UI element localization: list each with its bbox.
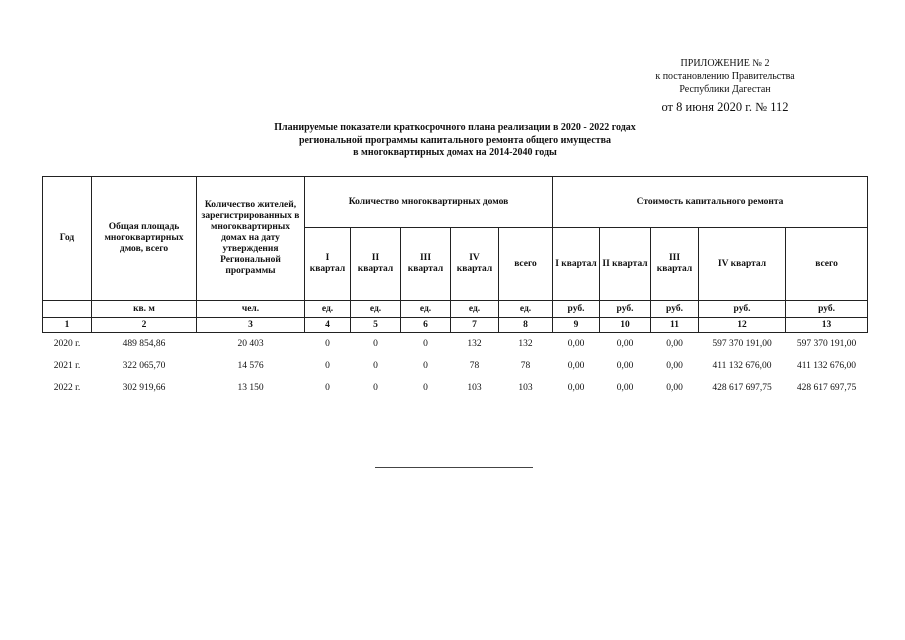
appendix-date: от 8 июня 2020 г. № 112 [661,100,789,114]
cell-cost-q3: 0,00 [666,383,683,393]
indicators-table [42,176,868,399]
table-row [43,355,868,377]
table-row [43,333,868,356]
header-cost-q4: IV квартал [699,228,786,301]
column-number: 2 [92,318,197,333]
cell-cost-q1: 0,00 [567,339,585,349]
cell-residents: 13 150 [237,383,264,393]
units-cell: руб. [786,301,868,318]
column-number: 10 [600,318,651,333]
cell-houses-q2: 0 [373,339,378,349]
cell-houses-q3: 0 [423,383,428,393]
cell-cost-q2: 0,00 [616,339,634,349]
cell-year: 2021 г. [53,361,81,371]
column-number: 5 [351,318,401,333]
header-houses-q4: IV квартал [451,228,499,301]
column-number: 8 [499,318,553,333]
header-houses-q1: I квартал [305,228,351,301]
units-cell: ед. [351,301,401,318]
cell-houses-q2: 0 [373,361,378,371]
cell-residents: 20 403 [237,339,264,349]
cell-houses-total: 103 [518,383,533,393]
units-cell [43,301,92,318]
column-number: 3 [197,318,305,333]
column-number: 9 [553,318,600,333]
cell-residents: 14 576 [237,361,264,371]
cell-houses-q1: 0 [325,361,330,371]
column-number: 4 [305,318,351,333]
units-cell: кв. м [92,301,197,318]
cell-houses-q3: 0 [423,361,428,371]
units-cell: руб. [553,301,600,318]
cell-cost-q4: 411 132 676,00 [712,361,772,371]
cell-cost-total: 428 617 697,75 [796,383,857,393]
header-houses-group: Количество многоквартирных домов [305,177,553,228]
closing-divider [375,467,533,468]
header-cost-q1: I квартал [553,228,600,301]
cell-cost-q1: 0,00 [567,383,585,393]
cell-houses-q1: 0 [325,383,330,393]
column-number: 13 [786,318,868,333]
column-number: 11 [651,318,699,333]
units-cell: ед. [401,301,451,318]
cell-houses-q4: 78 [469,361,480,371]
units-cell: ед. [305,301,351,318]
cell-cost-q3: 0,00 [666,361,683,371]
header-area: Общая площадь многоквартирных дмов, всего [92,177,197,301]
cell-houses-total: 132 [518,339,533,349]
cell-cost-q4: 428 617 697,75 [712,383,772,393]
cell-houses-total: 78 [520,361,531,371]
title-line-2: региональной программы капитального ремонта общего имущества [299,134,611,146]
appendix-line-2: к постановлению Правительства [655,71,795,82]
column-number: 6 [401,318,451,333]
document-title [225,122,685,160]
title-line-1: Планируемые показатели краткосрочного плана реализации в 2020 - 2022 годах [274,122,636,133]
cell-cost-total: 597 370 191,00 [796,339,857,349]
header-year: Год [43,177,92,301]
column-number: 1 [43,318,92,333]
appendix-block [600,57,850,114]
cell-cost-q3: 0,00 [666,339,683,349]
column-number: 12 [699,318,786,333]
column-numbers-row [43,318,868,333]
title-line-3: в многоквартирных домах на 2014-2040 годы [353,147,557,158]
header-cost-q3: III квартал [651,228,699,301]
cell-cost-q4: 597 370 191,00 [712,339,772,349]
table-row [43,377,868,399]
units-cell: чел. [197,301,305,318]
cell-cost-q2: 0,00 [616,383,634,393]
header-cost-total: всего [786,228,868,301]
cell-cost-q1: 0,00 [567,361,585,371]
units-cell: руб. [699,301,786,318]
units-cell: руб. [651,301,699,318]
cell-area: 322 065,70 [122,361,166,371]
cell-houses-q1: 0 [325,339,330,349]
units-cell: ед. [499,301,553,318]
cell-houses-q4: 132 [467,339,482,349]
header-cost-group: Стоимость капитального ремонта [553,177,868,228]
units-cell: руб. [600,301,651,318]
cell-year: 2022 г. [53,383,81,393]
cell-houses-q3: 0 [423,339,428,349]
cell-cost-total: 411 132 676,00 [797,361,857,371]
cell-year: 2020 г. [53,339,81,349]
header-houses-total: всего [499,228,553,301]
cell-cost-q2: 0,00 [616,361,634,371]
header-cost-q2: II квартал [600,228,651,301]
column-number: 7 [451,318,499,333]
header-houses-q2: II квартал [351,228,401,301]
cell-area: 302 919,66 [122,383,166,393]
header-houses-q3: III квартал [401,228,451,301]
header-residents: Количество жителей, зарегистрированных в многоквартирных домах на дату утверждения Региональной программы [197,177,305,301]
appendix-line-1: ПРИЛОЖЕНИЕ № 2 [680,58,770,69]
cell-area: 489 854,86 [122,339,166,349]
cell-houses-q4: 103 [467,383,482,393]
units-cell: ед. [451,301,499,318]
appendix-line-3: Республики Дагестан [679,84,771,95]
units-row [43,301,868,318]
cell-houses-q2: 0 [373,383,378,393]
